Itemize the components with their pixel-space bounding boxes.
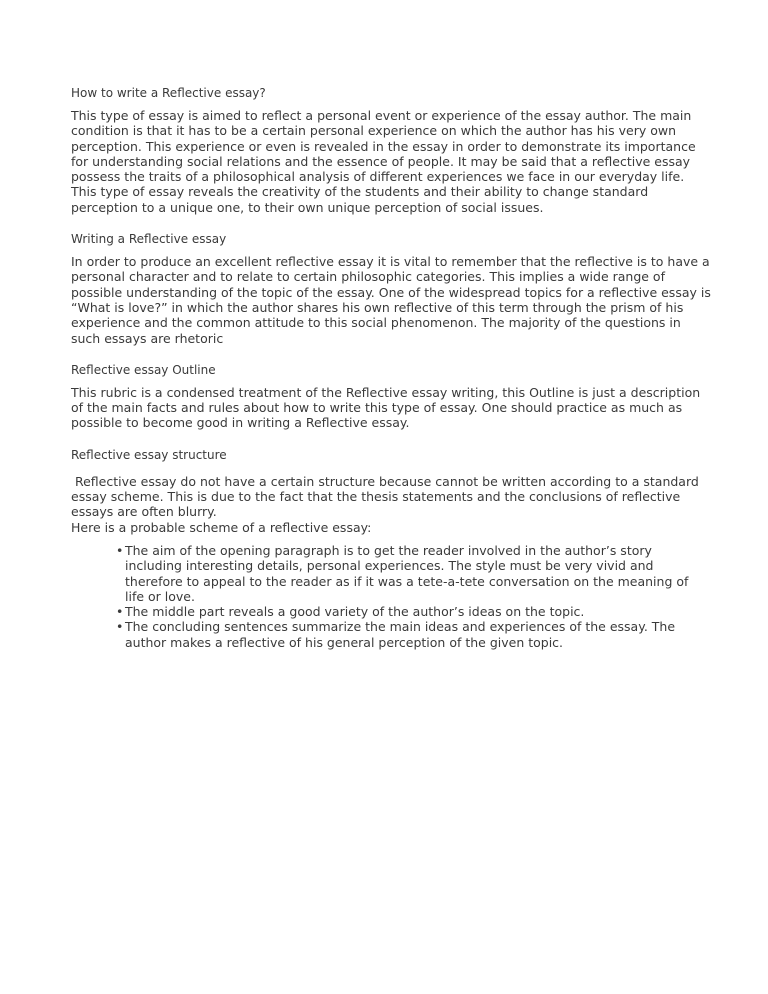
paragraph-intro: This type of essay is aimed to reflect a personal event or experience of the essay author. The main condition is that it has to be a certain personal experience on which the author has his very own perception. This experience or even is revealed in the essay in order to demonstrate its importance for understanding social relations and the essence of people. It may be said that a reflective essay possess the traits of a philosophical analysis of different experiences we face in our everyday life. This type of essay reveals the creativity of the students and their ability to change standard perception to a unique one, to their own unique perception of social issues. bbox=[71, 108, 696, 215]
document-page bbox=[71, 86, 711, 650]
list-item bbox=[116, 619, 711, 650]
bullet-icon: • bbox=[116, 542, 124, 558]
section-heading-writing: Writing a Reflective essay bbox=[71, 232, 227, 247]
paragraph-scheme-intro: Here is a probable scheme of a reflective essay: bbox=[71, 519, 372, 535]
list-item-text: The concluding sentences summarize the main ideas and experiences of the essay. The author makes a reflective of his general perception of the given topic. bbox=[125, 619, 676, 650]
bullet-icon: • bbox=[116, 619, 124, 635]
list-item bbox=[116, 543, 711, 604]
bullet-icon: • bbox=[116, 604, 124, 620]
paragraph-structure: Reflective essay do not have a certain structure because cannot be written according to a standard essay scheme. This is due to the fact that the thesis statements and the conclusions of reflective essays are often blurry. bbox=[71, 473, 703, 520]
list-item bbox=[116, 604, 711, 619]
section-heading-how-to-write: How to write a Reflective essay? bbox=[71, 86, 266, 100]
scheme-bullet-list bbox=[71, 543, 711, 650]
section-heading-outline: Reflective essay Outline bbox=[71, 362, 216, 377]
paragraph-outline: This rubric is a condensed treatment of the Reflective essay writing, this Outline is just a description of the main facts and rules about how to write this type of essay. One should practice as much as possible to become good in writing a Reflective essay. bbox=[71, 384, 701, 431]
section-heading-structure: Reflective essay structure bbox=[71, 447, 227, 462]
list-item-text: The aim of the opening paragraph is to get the reader involved in the author’s story including interesting details, personal experiences. The style must be very vivid and therefore to appeal to the reader as if it was a tete-a-tete conversation on the meaning of life or love. bbox=[125, 542, 689, 604]
paragraph-writing: In order to produce an excellent reflective essay it is vital to remember that the reflective is to have a personal character and to relate to certain philosophic categories. This implies a wide range of possible understanding of the topic of the essay. One of the widespread topics for a reflective essay is “What is love?” in which the author shares his own reflective of this term through the prism of his experience and the common attitude to this social phenomenon. The majority of the questions in such essays are rhetoric bbox=[71, 254, 711, 346]
list-item-text: The middle part reveals a good variety of the author’s ideas on the topic. bbox=[125, 604, 585, 620]
